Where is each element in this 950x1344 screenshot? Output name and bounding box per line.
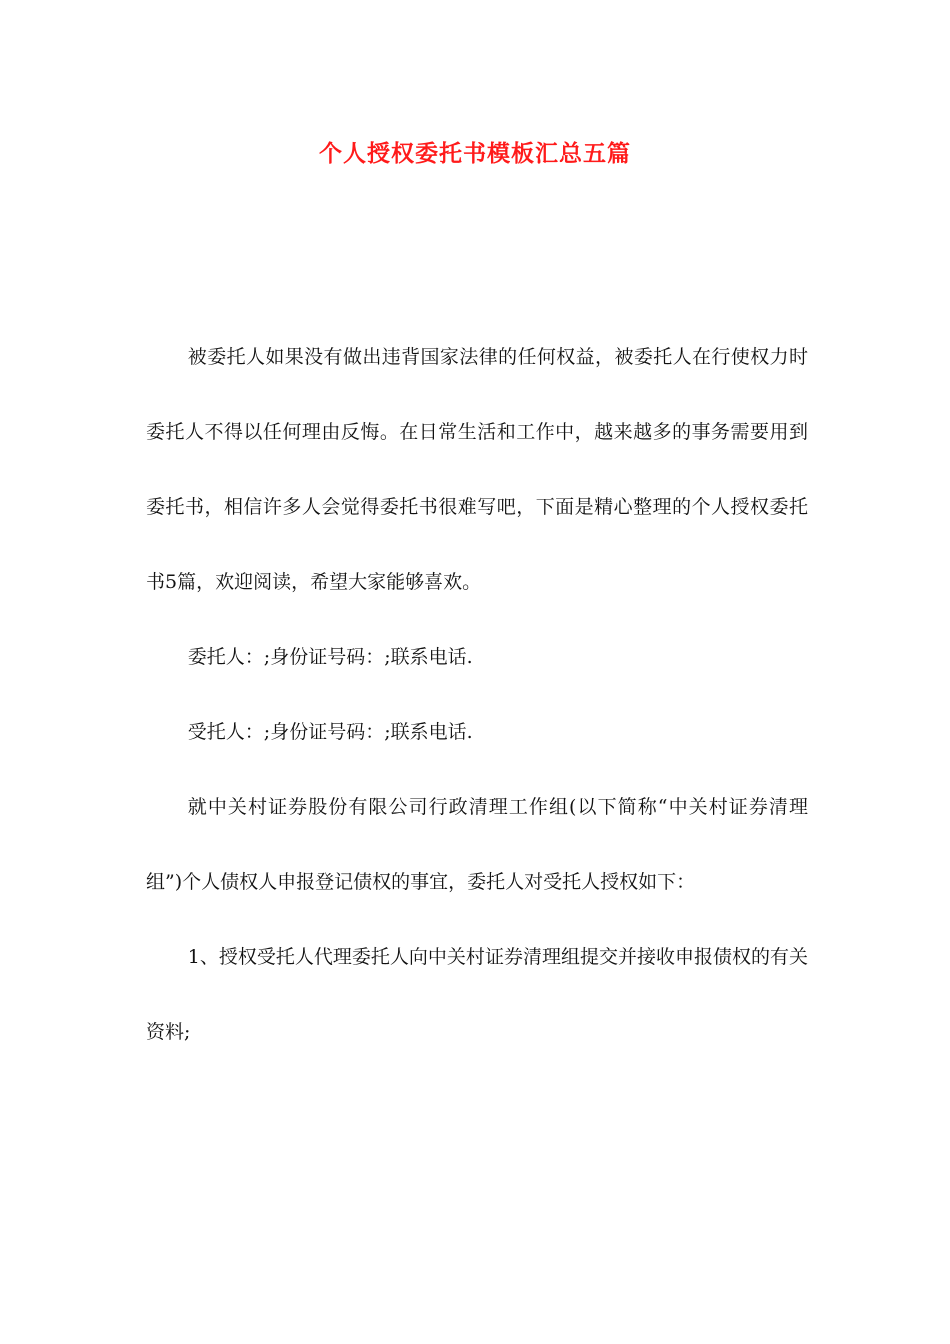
agent-info-line: 受托人：;身份证号码：;联系电话. — [187, 721, 473, 743]
page-title: 个人授权委托书模板汇总五篇 — [319, 140, 631, 167]
authorization-item-1: 1、授权受托人代理委托人向中关村证券清理组提交并接收申报债权的有关资料; — [146, 946, 808, 1043]
authorization-paragraph: 就中关村证券股份有限公司行政清理工作组(以下简称“中关村证券清理组”)个人债权人申报登记债权的事宜，委托人对受托人授权如下： — [146, 796, 808, 893]
intro-paragraph: 被委托人如果没有做出违背国家法律的任何权益，被委托人在行使权力时委托人不得以任何理由反悔。在日常生活和工作中，越来越多的事务需要用到委托书，相信许多人会觉得委托书很难写吧，下面是精心整理的个人授权委托书5篇，欢迎阅读，希望大家能够喜欢。 — [146, 346, 808, 593]
principal-info-line: 委托人：;身份证号码：;联系电话. — [187, 646, 473, 668]
document-body — [146, 320, 808, 1070]
